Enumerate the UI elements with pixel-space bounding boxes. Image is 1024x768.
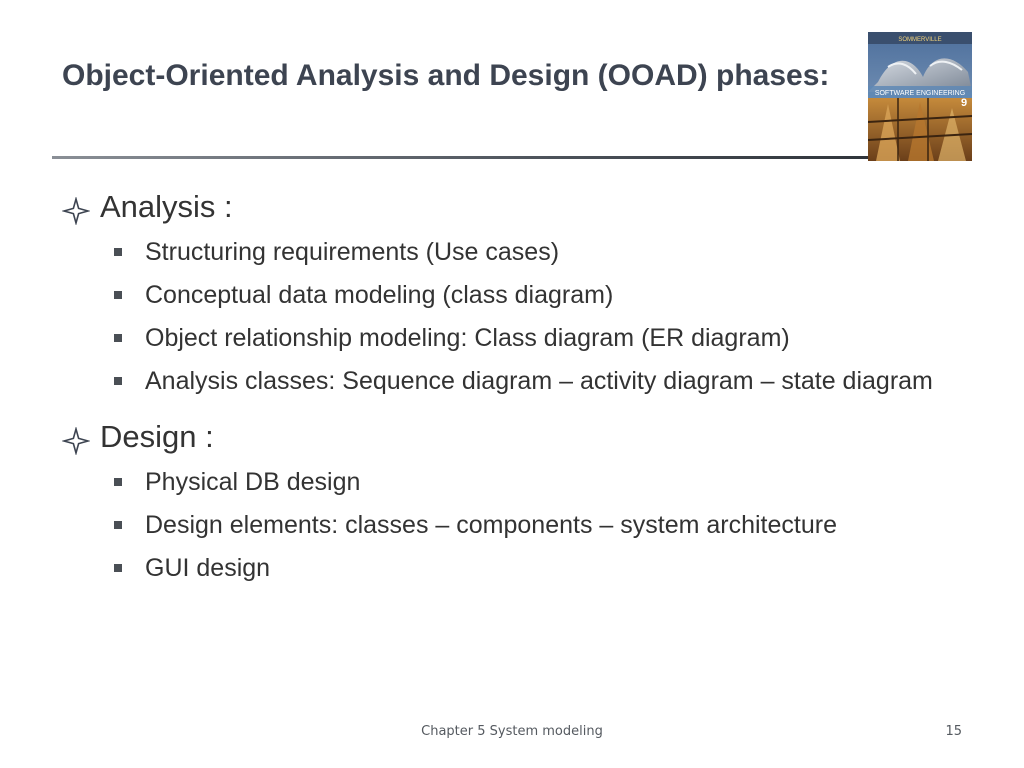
page-number: 15	[945, 724, 962, 739]
square-bullet-icon	[114, 377, 122, 385]
list-item-text: GUI design	[145, 554, 271, 582]
square-bullet-icon	[114, 521, 122, 529]
list-item	[114, 552, 962, 585]
book-cover-image	[868, 32, 972, 161]
book-author-text: SOMMERVILLE	[898, 37, 942, 43]
section-heading	[62, 416, 962, 458]
four-point-star-icon	[62, 194, 90, 222]
analysis-section	[62, 186, 962, 398]
design-section	[62, 416, 962, 585]
square-bullet-icon	[114, 564, 122, 572]
list-item-text: Object relationship modeling: Class diagram (ER diagram)	[145, 324, 790, 352]
section-heading	[62, 186, 962, 228]
list-item-text: Physical DB design	[145, 468, 361, 496]
list-item-text: Structuring requirements (Use cases)	[145, 238, 560, 266]
section-heading-label: Design :	[100, 419, 214, 454]
book-edition-text: 9	[960, 97, 968, 109]
list-item	[114, 279, 962, 312]
list-item-text: Design elements: classes – components – system architecture	[145, 511, 837, 539]
title-divider	[52, 156, 872, 159]
design-item-list	[62, 466, 962, 585]
book-title-text: SOFTWARE ENGINEERING	[874, 90, 966, 97]
square-bullet-icon	[114, 334, 122, 342]
footer-chapter-label: Chapter 5 System modeling	[421, 724, 603, 739]
slide-title: Object-Oriented Analysis and Design (OOAD) phases:	[62, 59, 830, 92]
list-item	[114, 509, 962, 542]
square-bullet-icon	[114, 291, 122, 299]
list-item-text: Conceptual data modeling (class diagram)	[145, 281, 614, 309]
list-item	[114, 365, 962, 398]
list-item	[114, 466, 962, 499]
list-item	[114, 322, 962, 355]
analysis-item-list	[62, 236, 962, 398]
list-item	[114, 236, 962, 269]
square-bullet-icon	[114, 248, 122, 256]
list-item-text: Analysis classes: Sequence diagram – activity diagram – state diagram	[145, 367, 933, 395]
slide-content	[62, 186, 962, 595]
square-bullet-icon	[114, 478, 122, 486]
section-heading-label: Analysis :	[100, 189, 233, 224]
four-point-star-icon	[62, 424, 90, 452]
